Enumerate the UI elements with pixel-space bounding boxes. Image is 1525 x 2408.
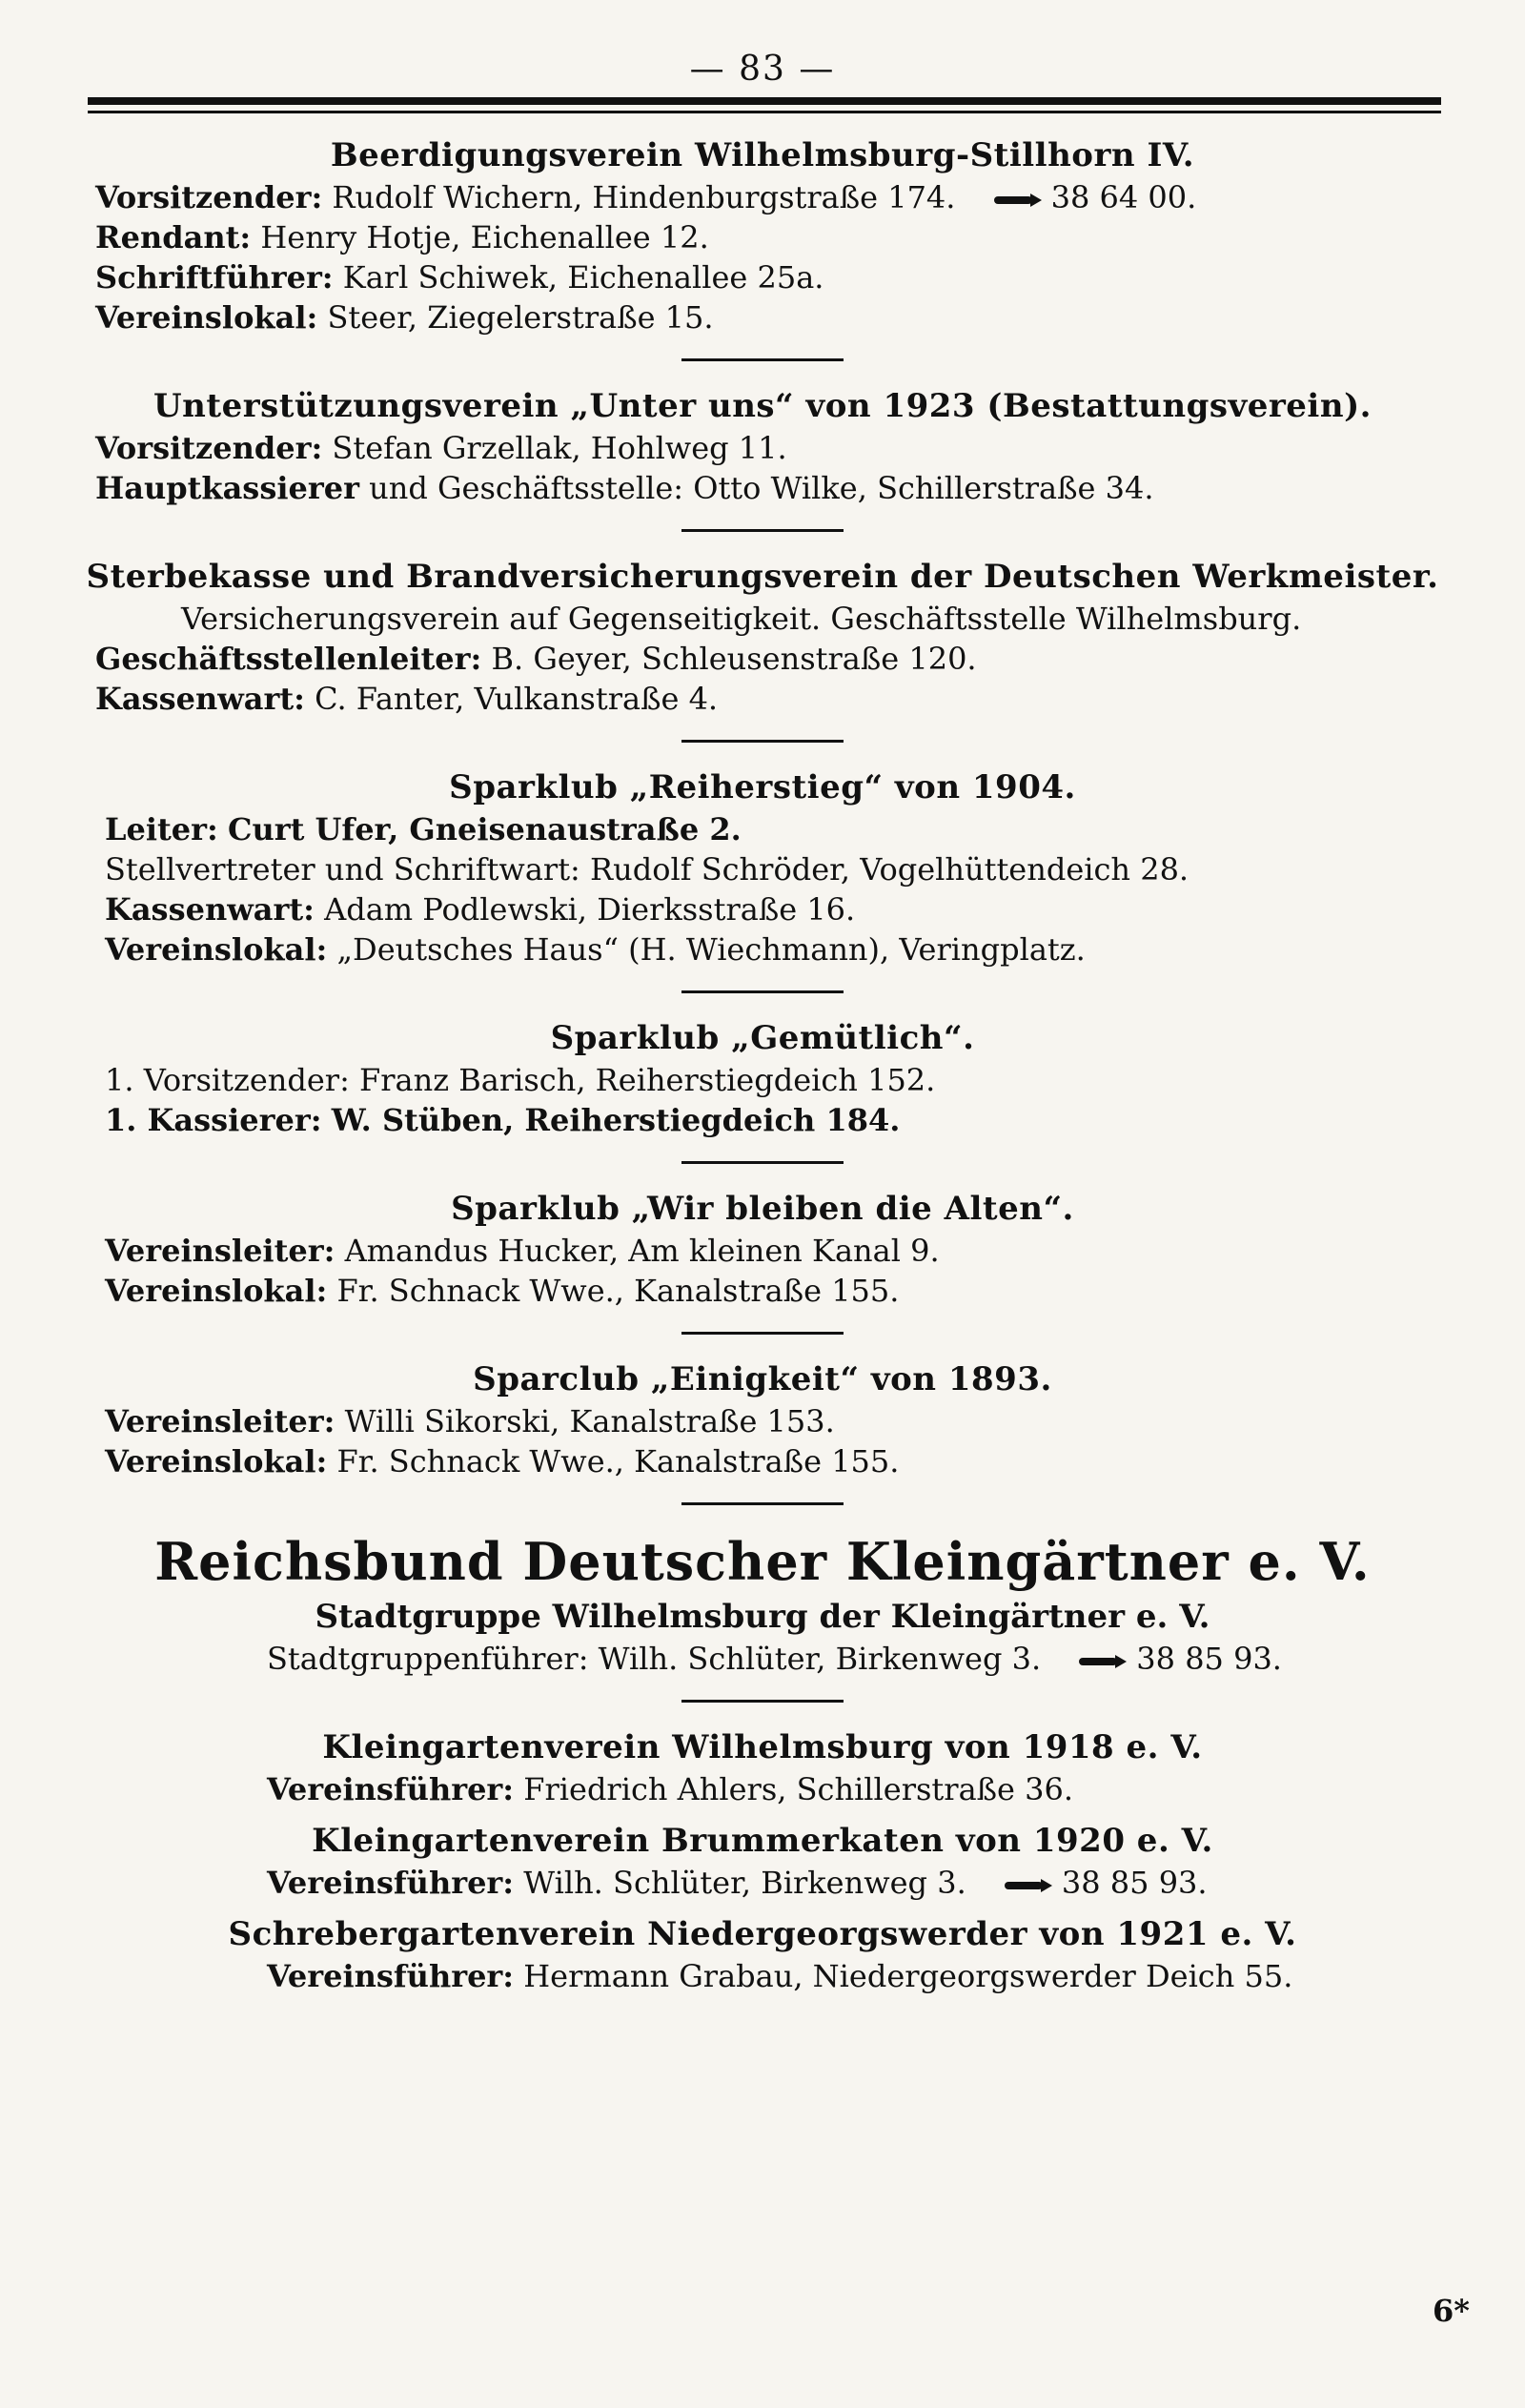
entry-line <box>0 297 1525 337</box>
entry-text: Friedrich Ahlers, Schillerstraße 36. <box>523 1771 1074 1807</box>
phone-value: 38 85 93. <box>1061 1865 1208 1901</box>
entry-line <box>0 599 1525 639</box>
entry-text: Willi Sikorski, Kanalstraße 153. <box>344 1403 835 1439</box>
section-sparclub-einigkeit <box>0 1357 1525 1481</box>
section-kgv-wilhelmsburg <box>0 1725 1525 1809</box>
phone-number <box>994 177 1197 217</box>
content <box>0 133 1525 1996</box>
entry-line <box>0 809 1525 849</box>
entry-label: Vereinslokal: <box>105 931 328 968</box>
entry-text: Stadtgruppenführer: Wilh. Schlüter, Birkenweg 3. <box>267 1641 1042 1677</box>
entry-label: Vereinsführer: <box>267 1958 515 1994</box>
phone-value: 38 85 93. <box>1136 1641 1282 1677</box>
entry-text: Fr. Schnack Wwe., Kanalstraße 155. <box>336 1273 900 1309</box>
section-title: Kleingartenverein Wilhelmsburg von 1918 e. V. <box>322 1728 1203 1766</box>
section-schrebergarten <box>0 1912 1525 1996</box>
entry-text: Fr. Schnack Wwe., Kanalstraße 155. <box>336 1443 900 1479</box>
signature-mark: 6* <box>1433 2293 1470 2329</box>
entry-line <box>0 428 1525 468</box>
entry-text: Versicherungsverein auf Gegenseitigkeit. Geschäftsstelle Wilhelmsburg. <box>181 601 1302 637</box>
entry-text: 1. Vorsitzender: Franz Barisch, Reiherstiegdeich 152. <box>105 1062 936 1098</box>
entry-line <box>0 929 1525 969</box>
entry-text: B. Geyer, Schleusenstraße 120. <box>491 641 977 677</box>
entry-text: Hermann Grabau, Niedergeorgswerder Deich 55. <box>523 1958 1293 1994</box>
entry-text: Karl Schiwek, Eichenallee 25a. <box>342 259 824 296</box>
entry-text: C. Fanter, Vulkanstraße 4. <box>315 681 719 717</box>
entry-label: Rendant: <box>95 219 252 255</box>
entry-line <box>0 849 1525 889</box>
entry-text: Henry Hotje, Eichenallee 12. <box>260 219 709 255</box>
entry-label: Schriftführer: <box>95 259 334 296</box>
entry-label: Vereinsleiter: <box>105 1403 336 1439</box>
entry-label: Vereinsführer: <box>267 1865 515 1901</box>
spacer <box>0 1809 1525 1819</box>
section-beerdigungsverein <box>0 133 1525 337</box>
entry-line <box>0 639 1525 679</box>
section-kgv-brummerkaten <box>0 1819 1525 1903</box>
entry-line <box>0 1441 1525 1481</box>
section-divider <box>681 740 844 743</box>
entry-line <box>0 1956 1525 1996</box>
telephone-icon <box>1079 1655 1127 1668</box>
section-title: Schrebergartenverein Niedergeorgswerder von 1921 e. V. <box>228 1915 1297 1953</box>
section-reichsbund <box>0 1528 1525 1679</box>
section-divider <box>681 358 844 361</box>
entry-label: Kassenwart: <box>105 891 315 928</box>
entry-label: Vereinsleiter: <box>105 1233 336 1269</box>
entry-line <box>0 679 1525 719</box>
entry-label: Geschäftsstellenleiter: <box>95 641 482 677</box>
header-rule-thin <box>88 111 1441 113</box>
section-divider <box>681 990 844 993</box>
phone-value: 38 64 00. <box>1050 179 1197 215</box>
section-unterstuetzungsverein <box>0 384 1525 508</box>
section-divider <box>681 529 844 532</box>
section-title: Sterbekasse und Brandversicherungsverein der Deutschen Werkmeister. <box>86 558 1439 596</box>
section-divider <box>681 1502 844 1505</box>
section-title: Sparklub „Reiherstieg“ von 1904. <box>449 768 1076 806</box>
entry-line <box>0 889 1525 929</box>
spacer <box>0 1903 1525 1912</box>
section-sparklub-gemuetlich <box>0 1016 1525 1140</box>
telephone-icon <box>994 194 1042 207</box>
section-title: Sparclub „Einigkeit“ von 1893. <box>473 1360 1052 1398</box>
entry-line <box>0 1231 1525 1271</box>
entry-line <box>0 1060 1525 1100</box>
entry-text: W. Stüben, Reiherstiegdeich 184. <box>331 1102 901 1138</box>
entry-text: Wilh. Schlüter, Birkenweg 3. <box>523 1865 966 1901</box>
entry-line <box>0 1271 1525 1311</box>
entry-label: 1. Kassierer: <box>105 1102 322 1138</box>
entry-label: Leiter: <box>105 811 218 847</box>
section-subtitle: Stadtgruppe Wilhelmsburg der Kleingärtner e. V. <box>315 1598 1210 1636</box>
entry-line <box>0 1100 1525 1140</box>
entry-label: Vereinslokal: <box>105 1273 328 1309</box>
entry-line <box>0 1639 1525 1679</box>
entry-line <box>0 177 1525 217</box>
entry-line <box>0 217 1525 257</box>
phone-number <box>1005 1863 1208 1903</box>
header-rule-thick <box>88 97 1441 105</box>
entry-text: Stefan Grzellak, Hohlweg 11. <box>332 430 787 466</box>
entry-text: Stellvertreter und Schriftwart: Rudolf Schröder, Vogelhüttendeich 28. <box>105 851 1190 888</box>
entry-label: Vorsitzender: <box>95 179 323 215</box>
section-title: Sparklub „Wir bleiben die Alten“. <box>451 1190 1074 1228</box>
entry-label: Kassenwart: <box>95 681 305 717</box>
entry-text: „Deutsches Haus“ (H. Wiechmann), Veringplatz. <box>336 931 1086 968</box>
phone-number <box>1079 1639 1282 1679</box>
telephone-icon <box>1005 1879 1052 1892</box>
section-title: Unterstützungsverein „Unter uns“ von 1923 (Bestattungsverein). <box>153 387 1372 425</box>
entry-line <box>0 257 1525 297</box>
entry-text: Rudolf Wichern, Hindenburgstraße 174. <box>332 179 956 215</box>
entry-text: Curt Ufer, Gneisenaustraße 2. <box>228 811 742 847</box>
section-divider <box>681 1700 844 1703</box>
entry-line <box>0 1769 1525 1809</box>
section-divider <box>681 1161 844 1164</box>
main-heading: Reichsbund Deutscher Kleingärtner e. V. <box>154 1531 1371 1592</box>
page-number: — 83 — <box>689 50 836 89</box>
entry-text: Amandus Hucker, Am kleinen Kanal 9. <box>344 1233 940 1269</box>
entry-label: Vorsitzender: <box>95 430 323 466</box>
section-sparklub-reiherstieg <box>0 765 1525 969</box>
section-divider <box>681 1332 844 1335</box>
section-title: Beerdigungsverein Wilhelmsburg-Stillhorn IV. <box>330 136 1195 174</box>
section-sparklub-alten <box>0 1187 1525 1311</box>
entry-line <box>0 1401 1525 1441</box>
entry-line <box>0 1863 1525 1903</box>
entry-label: Vereinslokal: <box>105 1443 328 1479</box>
section-sterbekasse <box>0 555 1525 719</box>
entry-line <box>0 468 1525 508</box>
section-title: Sparklub „Gemütlich“. <box>550 1019 975 1057</box>
entry-label: Vereinslokal: <box>95 299 318 336</box>
entry-label: Hauptkassierer <box>95 470 359 506</box>
entry-label: Vereinsführer: <box>267 1771 515 1807</box>
entry-text: Steer, Ziegelerstraße 15. <box>327 299 714 336</box>
entry-text: und Geschäftsstelle: Otto Wilke, Schillerstraße 34. <box>369 470 1154 506</box>
section-title: Kleingartenverein Brummerkaten von 1920 e. V. <box>312 1822 1213 1860</box>
entry-text: Adam Podlewski, Dierksstraße 16. <box>324 891 856 928</box>
